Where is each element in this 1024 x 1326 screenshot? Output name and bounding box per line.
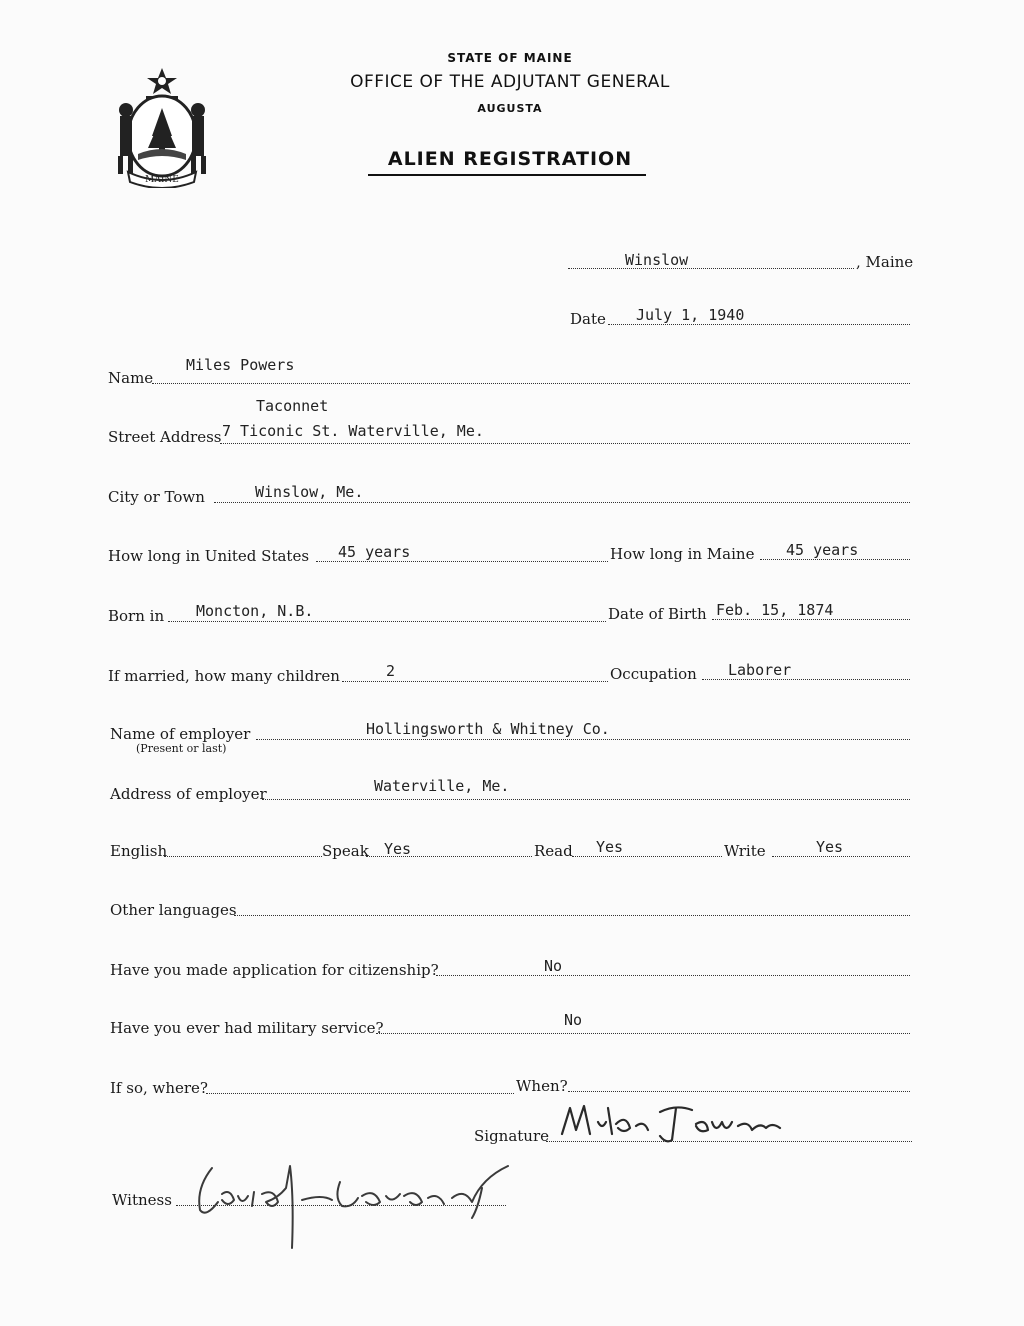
read-label: Read [534,842,573,860]
write-value: Yes [816,838,844,856]
when-label: When? [516,1077,568,1095]
header-office: OFFICE OF THE ADJUTANT GENERAL [350,72,670,92]
city-label: City or Town [108,488,205,506]
signature-handwriting [556,1100,796,1148]
city-value: Winslow, Me. [255,483,364,501]
occupation-value: Laborer [728,661,792,679]
born-in-label: Born in [108,607,165,625]
place-value: Winslow [625,251,689,269]
occupation-line [702,679,910,680]
title-underline [368,174,646,176]
where-line [206,1093,514,1094]
speak-value: Yes [384,840,412,858]
header-city: AUGUSTA [477,102,543,115]
citizenship-value: No [544,957,563,975]
other-languages-line [234,915,910,916]
english-line [164,856,322,857]
street-value: 7 Ticonic St. Waterville, Me. [222,422,484,440]
read-value: Yes [596,838,624,856]
born-in-line [168,621,606,622]
state-of-maine-seal-icon [108,64,216,188]
employer-line [256,739,910,740]
city-line [214,502,910,503]
dob-label: Date of Birth [608,605,707,623]
witness-label: Witness [112,1191,172,1209]
children-value: 2 [386,662,396,680]
employer-label: Name of employer [110,725,251,743]
military-line [376,1033,910,1034]
occupation-label: Occupation [610,665,697,683]
military-label: Have you ever had military service? [110,1019,384,1037]
dob-line [712,619,910,620]
place-suffix: , Maine [856,253,914,271]
employer-address-value: Waterville, Me. [374,777,510,795]
citizenship-line [436,975,910,976]
how-long-maine-line [760,559,910,560]
how-long-maine-value: 45 years [786,541,859,559]
write-line [772,856,910,857]
header-state: STATE OF MAINE [447,51,573,65]
write-label: Write [724,842,766,860]
street-label: Street Address [108,428,222,446]
english-label: English [110,842,168,860]
witness-signature-handwriting [182,1158,522,1254]
speak-label: Speak [322,842,369,860]
how-long-us-value: 45 years [338,543,411,561]
where-label: If so, where? [110,1079,208,1097]
street-above-value: Taconnet [256,397,329,415]
name-line [152,383,910,384]
employer-address-line [262,799,910,800]
other-languages-label: Other languages [110,901,237,919]
how-long-us-line [316,561,608,562]
signature-label: Signature [474,1127,550,1145]
date-value: July 1, 1940 [636,306,745,324]
street-line [220,443,910,444]
children-label: If married, how many children [108,667,340,685]
citizenship-label: Have you made application for citizenship? [110,961,439,979]
svg-text:MAINE: MAINE [145,175,179,185]
date-line [608,324,910,325]
name-value: Miles Powers [186,356,295,374]
name-label: Name [108,369,154,387]
place-line [568,268,854,269]
when-line [568,1091,910,1092]
how-long-maine-label: How long in Maine [610,545,755,563]
employer-note: (Present or last) [136,742,227,755]
employer-address-label: Address of employer [110,785,267,803]
children-line [342,681,608,682]
form-title: ALIEN REGISTRATION [387,148,633,170]
how-long-us-label: How long in United States [108,547,310,565]
military-value: No [564,1011,583,1029]
dob-value: Feb. 15, 1874 [716,601,834,619]
born-in-value: Moncton, N.B. [196,602,314,620]
date-label: Date [570,310,606,328]
read-line [572,856,722,857]
employer-value: Hollingsworth & Whitney Co. [366,720,610,738]
